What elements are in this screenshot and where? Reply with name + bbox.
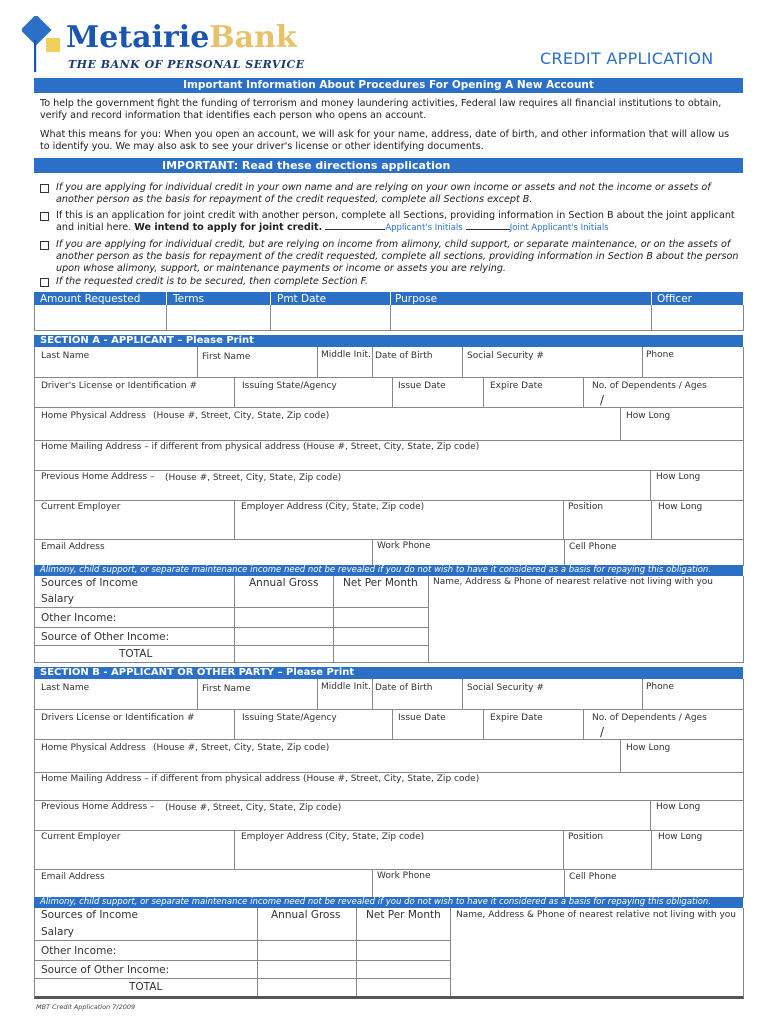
previous-address-label: Previous Home Address –: [41, 472, 155, 482]
previous-address-label: Previous Home Address –: [41, 802, 155, 812]
pmt-date-input[interactable]: [271, 306, 389, 329]
terms-label: Terms: [173, 293, 204, 305]
direction-item-4: If the requested credit is to be secured, then complete Section F.: [40, 276, 740, 288]
middle-init-label: Middle Init.: [321, 350, 371, 360]
expire-date-label: Expire Date: [490, 713, 543, 723]
email-label: Email Address: [41, 872, 105, 882]
section-b-box: [34, 679, 744, 898]
purpose-input[interactable]: [391, 306, 650, 329]
middle-init-label: Middle Init.: [321, 682, 371, 692]
dob-label: Date of Birth: [375, 351, 433, 361]
sources-income-label: Sources of Income: [41, 577, 138, 589]
home-physical-label: Home Physical Address: [41, 411, 146, 421]
logo-mark-icon: [22, 16, 64, 74]
previous-address-hint: (House #, Street, City, State, Zip code): [165, 473, 342, 483]
how-long-label: How Long: [656, 472, 701, 482]
position-label: Position: [568, 502, 604, 512]
other-income-label: Other Income:: [41, 612, 117, 624]
checkbox-icon: [40, 241, 49, 250]
work-phone-label: Work Phone: [377, 541, 431, 551]
document-title: CREDIT APPLICATION: [540, 49, 714, 68]
home-mailing-label: Home Mailing Address – if different from physical address (House #, Street, City, State, Zip code): [41, 774, 480, 784]
other-income-label: Other Income:: [41, 945, 117, 957]
terms-input[interactable]: [167, 306, 269, 329]
phone-label: Phone: [646, 350, 674, 360]
relative-label: Name, Address & Phone of nearest relative not living with you: [456, 910, 737, 920]
how-long-label: How Long: [626, 743, 671, 753]
issuing-state-label: Issuing State/Agency: [242, 381, 337, 391]
net-month-label: Net Per Month: [366, 909, 441, 921]
sources-income-label: Sources of Income: [41, 909, 138, 921]
employer-address-label: Employer Address (City, State, Zip code): [241, 502, 425, 512]
ssn-label: Social Security #: [467, 351, 544, 361]
checkbox-icon: [40, 212, 49, 221]
total-label: TOTAL: [119, 648, 153, 660]
position-label: Position: [568, 832, 604, 842]
direction-item-2: If this is an application for joint credit with another person, complete all Sections, providing information in Section B about the joint applicant and initial here. We intend to apply for joint credit. Applicant's Initials Joint Applicant's Initials: [40, 210, 740, 234]
salary-label: Salary: [41, 593, 74, 605]
dependents-slash: /: [600, 393, 605, 407]
work-phone-label: Work Phone: [377, 871, 431, 881]
alimony-note: Alimony, child support, or separate maintenance income need not be revealed if you do not wish to have it considered as a basis for repaying this obligation.: [34, 565, 743, 576]
directions-heading: IMPORTANT: Read these directions application: [34, 158, 743, 173]
info-heading: Important Information About Procedures For Opening A New Account: [34, 78, 743, 93]
direction-item-3: If you are applying for individual credit, but are relying on income from alimony, child support, or separate maintenance, or on the assets of another person as the basis for repayment of the credit requested, complete all sections, providing information in Section B about the person upon whose alimony, support, or maintenance payments or income or assets you are relying.: [40, 239, 740, 275]
brand-name: MetairieBank: [66, 20, 297, 55]
drivers-license-label: Drivers License or Identification #: [41, 713, 195, 723]
info-paragraph-2: What this means for you: When you open an account, we will ask for your name, address, date of birth, and other information that will allow us to identify you. We may also ask to see your driver's license or other identifying documents.: [40, 129, 730, 152]
drivers-license-label: Driver's License or Identification #: [41, 381, 197, 391]
bank-logo: [22, 14, 322, 76]
how-long-label: How Long: [626, 411, 671, 421]
net-month-label: Net Per Month: [343, 577, 418, 589]
source-other-income-label: Source of Other Income:: [41, 631, 170, 643]
section-b-heading: SECTION B - APPLICANT OR OTHER PARTY – Please Print: [34, 667, 743, 679]
annual-gross-label: Annual Gross: [271, 909, 341, 921]
home-physical-label: Home Physical Address: [41, 743, 146, 753]
employer-label: Current Employer: [41, 502, 121, 512]
officer-label: Officer: [657, 293, 692, 305]
issuing-state-label: Issuing State/Agency: [242, 713, 337, 723]
home-physical-hint: (House #, Street, City, State, Zip code): [153, 743, 330, 753]
issue-date-label: Issue Date: [398, 713, 446, 723]
tagline: THE BANK OF PERSONAL SERVICE: [68, 58, 305, 71]
dependents-label: No. of Dependents / Ages: [592, 713, 707, 723]
employer-address-label: Employer Address (City, State, Zip code): [241, 832, 425, 842]
previous-address-hint: (House #, Street, City, State, Zip code): [165, 803, 342, 813]
checkbox-icon: [40, 278, 49, 287]
ssn-label: Social Security #: [467, 683, 544, 693]
employer-label: Current Employer: [41, 832, 121, 842]
first-name-label: First Name: [202, 684, 251, 694]
how-long-label: How Long: [658, 832, 703, 842]
amount-input[interactable]: [35, 306, 165, 329]
direction-item-1: If you are applying for individual credit in your own name and are relying on your own income or assets and not the income or assets of another person as the basis for repayment of the credit requested, complete all Sections except B.: [40, 182, 740, 206]
alimony-note: Alimony, child support, or separate maintenance income need not be revealed if you do not wish to have it considered as a basis for repaying this obligation.: [34, 897, 743, 908]
cell-phone-label: Cell Phone: [569, 872, 617, 882]
officer-input[interactable]: [652, 306, 741, 329]
email-label: Email Address: [41, 542, 105, 552]
dependents-slash: /: [600, 725, 605, 739]
pmt-date-label: Pmt Date: [277, 293, 327, 305]
relative-label: Name, Address & Phone of nearest relative not living with you: [433, 577, 714, 587]
footer-note: MBT Credit Application 7/2009: [36, 1003, 136, 1011]
annual-gross-label: Annual Gross: [249, 577, 319, 589]
dependents-label: No. of Dependents / Ages: [592, 381, 707, 391]
checkbox-icon: [40, 184, 49, 193]
how-long-label: How Long: [656, 802, 701, 812]
salary-label: Salary: [41, 926, 74, 938]
phone-label: Phone: [646, 682, 674, 692]
amount-requested-label: Amount Requested: [40, 293, 141, 305]
home-mailing-label: Home Mailing Address – if different from physical address (House #, Street, City, State, Zip code): [41, 442, 480, 452]
issue-date-label: Issue Date: [398, 381, 446, 391]
last-name-label: Last Name: [41, 351, 90, 361]
expire-date-label: Expire Date: [490, 381, 543, 391]
info-paragraph-1: To help the government fight the funding of terrorism and money laundering activities, Federal law requires all financial institutions to obtain, verify and record information that identifies each person who opens an account.: [40, 98, 722, 121]
cell-phone-label: Cell Phone: [569, 542, 617, 552]
section-a-heading: SECTION A - APPLICANT – Please Print: [34, 335, 743, 347]
total-label: TOTAL: [129, 981, 163, 993]
how-long-label: How Long: [658, 502, 703, 512]
last-name-label: Last Name: [41, 683, 90, 693]
source-other-income-label: Source of Other Income:: [41, 964, 170, 976]
first-name-label: First Name: [202, 352, 251, 362]
section-a-box: [34, 347, 744, 566]
purpose-label: Purpose: [395, 293, 438, 305]
home-physical-hint: (House #, Street, City, State, Zip code): [153, 411, 330, 421]
dob-label: Date of Birth: [375, 683, 433, 693]
